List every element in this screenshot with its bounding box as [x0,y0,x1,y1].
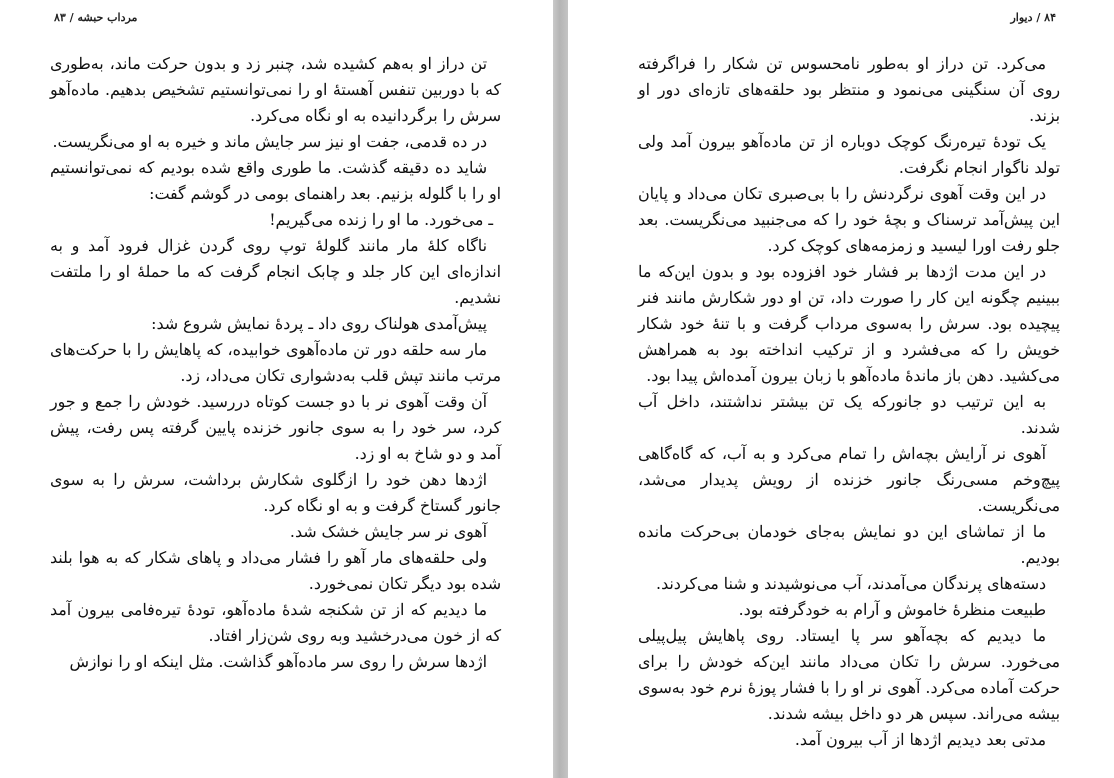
paragraph: اژدها سرش را روی سر ماده‌آهو گذاشت. مثل اینکه او را نوازش [69,652,487,671]
paragraph: تن دراز او به‌هم کشیده شد، چنبر زد و بدون حرکت ماند، به‌طوری که با دوربین تنفس آهستهٔ او را نمی‌توانستیم تشخیص بدهیم. ماده‌آهو سرش را برگردانیده به او نگاه می‌کرد. [50,54,501,125]
paragraph: ناگاه کلهٔ مار مانند گلولهٔ توپ روی گردن غزال فرود آمد و به اندازه‌ای این کار جلد و چابک انجام گرفت که ما حملهٔ او را ملتفت نشدیم. [50,236,501,307]
left-page [0,0,553,778]
paragraph: ولی حلقه‌های مار آهو را فشار می‌داد و پاهای شکار که به هوا بلند شده بود دیگر تکان نمی‌خورد. [50,548,501,593]
paragraph: پیش‌آمدی هولناک روی داد ـ پردهٔ نمایش شروع شد: [151,314,487,333]
paragraph: اژدها دهن خود را ازگلوی شکارش برداشت، سرش را به سوی جانور گستاخ گرفت و به او نگاه کرد. [50,470,501,515]
left-body-text [0,51,553,675]
paragraph: ما دیدیم که بچه‌آهو سر پا ایستاد. روی پاهایش پیل‌پیلی می‌خورد. سرش را تکان می‌داد مانند این‌که خودش را برای حرکت آماده می‌کرد. آهوی نر او را با فشار پوزهٔ نرم خود به‌سوی بیشه می‌راند. سپس هر دو داخل بیشه شدند. [638,626,1060,723]
right-body-text [568,51,1114,753]
right-page [568,0,1114,778]
paragraph: ما از تماشای این دو نمایش به‌جای خودمان بی‌حرکت مانده بودیم. [638,522,1060,567]
book-gutter [553,0,568,778]
right-running-head: ۸۴ / دیوار [1010,11,1056,24]
paragraph: طبیعت منظرهٔ خاموش و آرام به خودگرفته بود. [738,600,1046,619]
paragraph: در این مدت اژدها بر فشار خود افزوده بود و بدون این‌که ما ببینیم چگونه این کار را صورت داد، تن او دور شکارش مانند فنر پیچیده بود. سرش را به‌سوی مرداب گرفت و با تنهٔ خود شکار خویش را که می‌فشرد و از ترکیب انداخته بود به همراهش می‌کشید. دهن باز ماندهٔ ماده‌آهو با زبان بیرون آمده‌اش پیدا بود. [638,262,1060,385]
paragraph: آهوی نر سر جایش خشک شد. [289,522,487,541]
paragraph: ما دیدیم که از تن شکنجه شدهٔ ماده‌آهو، تودهٔ تیره‌فامی بیرون آمد که از خون می‌درخشید وبه روی شن‌زار افتاد. [50,600,501,645]
paragraph: در این وقت آهوی نرگردنش را با بی‌صبری تکان می‌داد و پایان این پیش‌آمد ترسناک و بچهٔ خود را که می‌جنبید می‌نگریست. بعد جلو رفت اورا لیسید و زمزمه‌های کوچک کرد. [638,184,1060,255]
paragraph: دسته‌های پرندگان می‌آمدند، آب می‌نوشیدند و شنا می‌کردند. [656,574,1046,593]
paragraph: به این ترتیب دو جانورکه یک تن بیشتر نداشتند، داخل آب شدند. [638,392,1060,437]
paragraph: مار سه حلقه دور تن ماده‌آهوی خوابیده، که پاهایش را با حرکت‌های مرتب مانند تپش قلب به‌دشواری تکان می‌داد، زد. [50,340,501,385]
left-running-head: مرداب حبشه / ۸۳ [54,11,138,24]
paragraph: آن وقت آهوی نر با دو جست کوتاه دررسید. خودش را جمع و جور کرد، سر خود را به سوی جانور خزنده پایین گرفته پس رفت، پیش آمد و دو شاخ به او زد. [50,392,501,463]
paragraph: مدتی بعد دیدیم اژدها از آب بیرون آمد. [794,730,1046,749]
paragraph: شاید ده دقیقه گذشت. ما طوری واقع شده بودیم که نمی‌توانستیم او را با گلوله بزنیم. بعد راهنمای بومی در گوشم گفت: [50,158,501,203]
paragraph: یک تودهٔ تیره‌رنگ کوچک دوباره از تن ماده‌آهو بیرون آمد ولی تولد ناگوار انجام نگرفت. [638,132,1060,177]
paragraph: می‌کرد. تن دراز او به‌طور نامحسوس تن شکار را فراگرفته روی آن سنگینی می‌نمود و منتظر بود حلقه‌های تازه‌ای دور او بزند. [638,54,1060,125]
paragraph: در ده قدمی، جفت او نیز سر جایش ماند و خیره به او می‌نگریست. [52,132,487,151]
paragraph: آهوی نر آرایش بچه‌اش را تمام می‌کرد و به آب، که گاه‌گاهی پیچ‌وخم مسی‌رنگ جانور خزنده از رویش پدیدار می‌شد، می‌نگریست. [638,444,1060,515]
paragraph: ـ می‌خورد. ما او را زنده می‌گیریم! [269,210,493,229]
